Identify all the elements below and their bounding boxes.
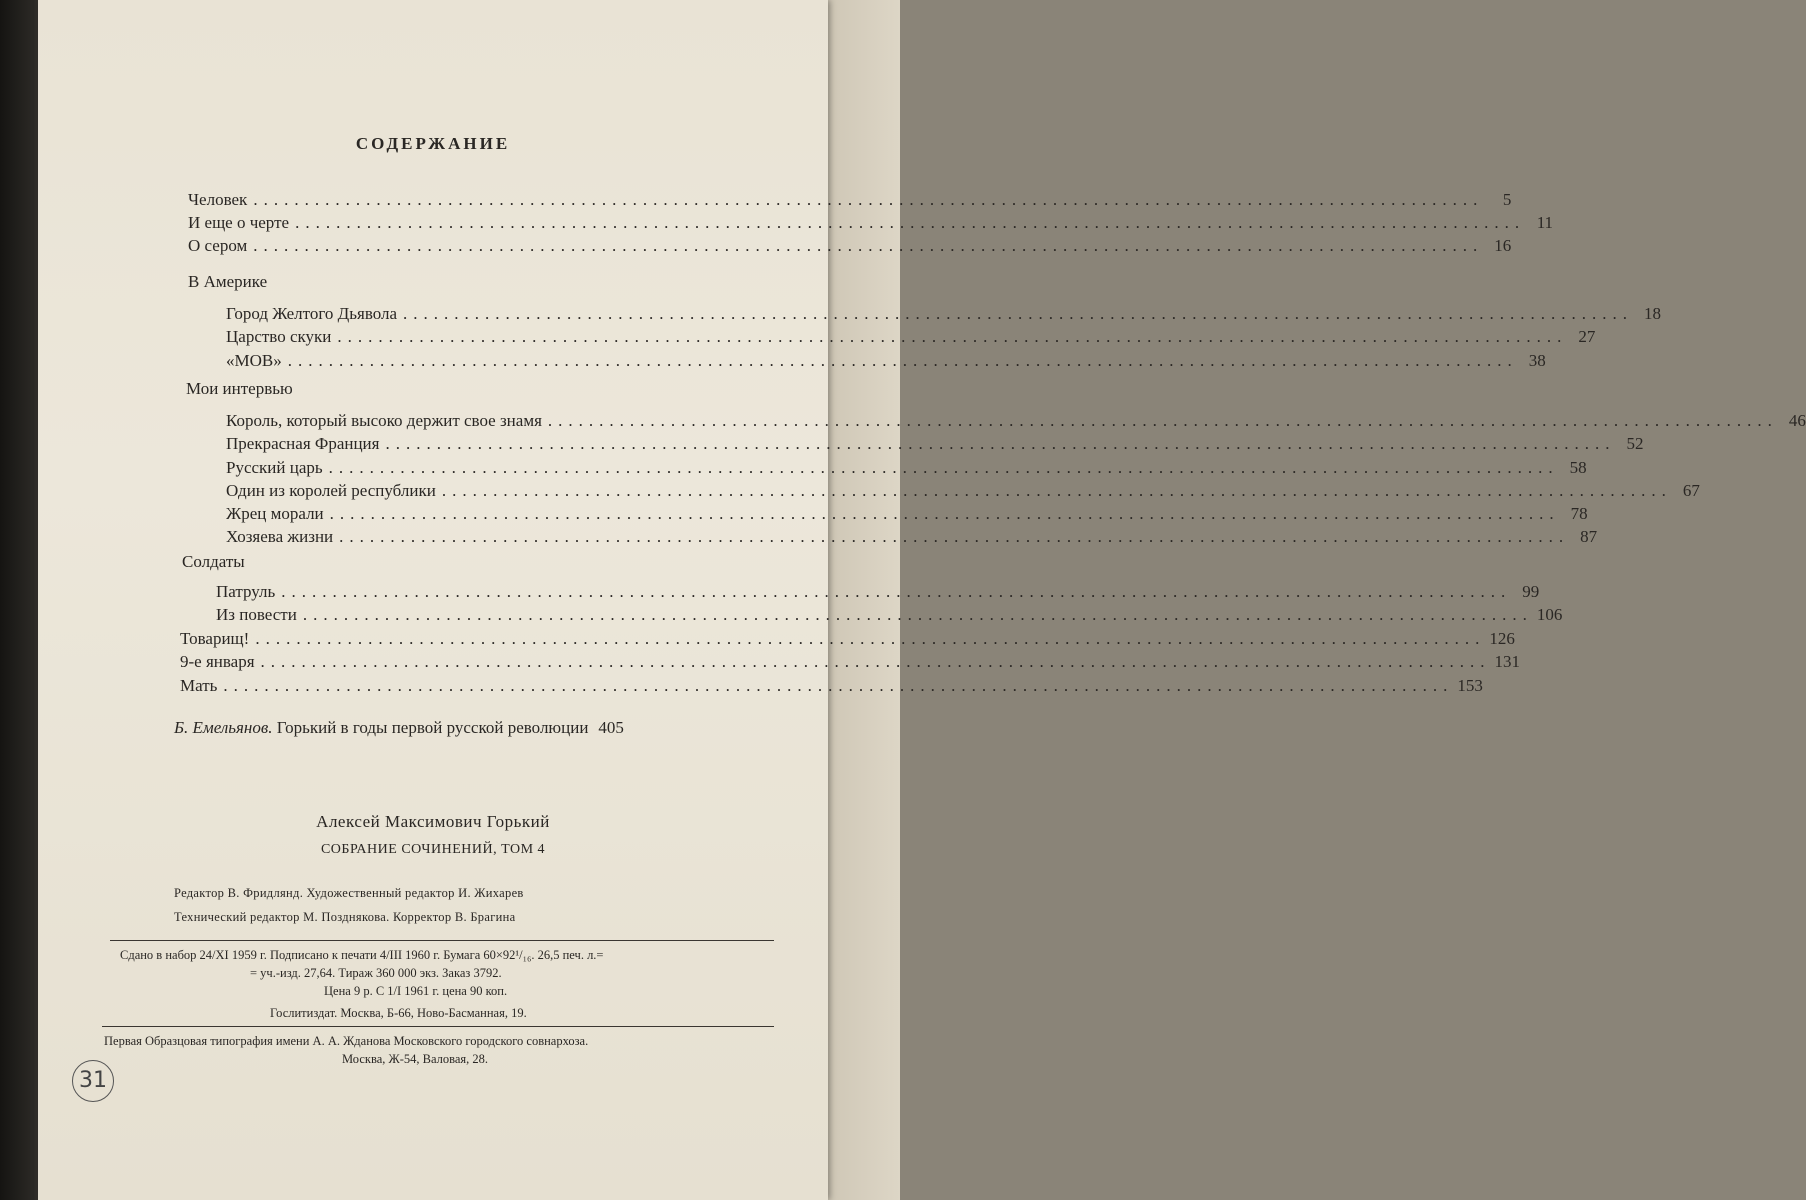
print-info-3: Цена 9 р. С 1/I 1961 г. цена 90 коп. [324,984,508,998]
dot-leader: ........................................................................................................................ [328,458,1559,477]
table-of-contents [38,0,1806,760]
toc-entry [180,627,1515,651]
book-page [38,0,1806,1200]
toc-entry [226,456,1587,480]
toc-entry [226,409,1806,433]
toc-entry-page: 18 [1644,304,1662,323]
essay-title: Горький в годы первой русской революции [276,718,589,737]
divider-rule-1 [110,940,774,941]
toc-entry-title: Один из королей республики [226,481,436,500]
toc-entry [226,349,1546,373]
dot-leader: ........................................................................................................................ [329,504,1560,523]
colophon-author: Алексей Максимович Горький [316,812,550,831]
colophon-editors-2: Технический редактор М. Позднякова. Корректор В. Брагина [174,910,516,924]
contents-heading: СОДЕРЖАНИЕ [355,134,511,153]
toc-entry-page: 78 [1570,504,1588,523]
toc-entry-title: Хозяева жизни [226,527,334,546]
dot-leader: ........................................................................................................................ [223,676,1454,695]
toc-entry-page: 27 [1578,327,1596,346]
toc-entry-title: Король, который высоко держит свое знамя [226,411,542,430]
toc-entry-title: 9-е января [180,652,255,671]
colophon-editors-1: Редактор В. Фридлянд. Художественный редактор И. Жихарев [174,886,524,900]
toc-entry [188,234,1512,258]
toc-entry [216,603,1563,627]
dot-leader: ........................................................................................................................ [385,434,1616,453]
dot-leader: ........................................................................................................................ [547,411,1778,430]
toc-entry-title: Жрец морали [226,504,324,523]
toc-entry-title: Мать [180,676,218,695]
toc-entry [180,650,1521,674]
print-info-1: Сдано в набор 24/XI 1959 г. Подписано к печати 4/III 1960 г. Бумага 60×92¹/₁₆. 26,5 печ. л.= [120,948,604,962]
toc-section-heading: Мои интервью [186,379,293,398]
dot-leader: ........................................................................................................................ [302,605,1533,624]
dot-leader: ........................................................................................................................ [281,582,1512,601]
toc-entry [226,302,1662,326]
toc-entry-page: 87 [1580,527,1598,546]
toc-entry [226,525,1598,549]
publisher-address: Гослитиздат. Москва, Б-66, Ново-Басманная, 19. [270,1006,527,1020]
colophon-book-title: СОБРАНИЕ СОЧИНЕНИЙ, ТОМ 4 [320,842,546,857]
toc-entry-title: Город Желтого Дьявола [226,304,398,323]
toc-entry-title: Царство скуки [226,327,332,346]
typography-line-2: Москва, Ж-54, Валовая, 28. [342,1052,489,1066]
toc-entry [226,432,1644,456]
dot-leader: ........................................................................................................................ [339,527,1570,546]
essay-page: 405 [598,718,624,737]
toc-entry-title: Из повести [216,605,297,624]
dot-leader: ........................................................................................................................ [260,652,1491,671]
toc-entry-page: 5 [1502,190,1512,209]
dot-leader: ........................................................................................................................ [337,327,1568,346]
toc-entry [226,479,1700,503]
toc-entry-page: 38 [1528,351,1546,370]
print-info-2: = уч.-изд. 27,64. Тираж 360 000 экз. Заказ 3792. [250,966,502,980]
toc-entry-title: И еще о черте [188,213,290,232]
essay-author: Б. Емельянов. [174,718,273,737]
toc-entry-page: 58 [1569,458,1587,477]
dot-leader: ........................................................................................................................ [255,629,1486,648]
toc-entry-page: 11 [1536,213,1554,232]
toc-entry-page: 52 [1626,434,1644,453]
essay-label [174,716,594,740]
toc-entry-title: Человек [188,190,248,209]
toc-entry [226,502,1588,526]
dot-leader: ........................................................................................................................ [441,481,1672,500]
divider-rule-2 [102,1026,774,1027]
toc-entry-essay [174,716,722,740]
toc-entry [226,325,1596,349]
toc-entry-page: 16 [1494,236,1512,255]
toc-entry-title: «МОВ» [226,351,282,370]
toc-entry-title: Товарищ! [180,629,250,648]
dot-leader: ........................................................................................................................ [253,236,1484,255]
dot-leader: ........................................................................................................................ [253,190,1484,209]
toc-entry [188,188,1512,212]
toc-entry-title: Патруль [216,582,276,601]
toc-entry-title: О сером [188,236,248,255]
handwritten-number-stamp: 31 [72,1060,114,1102]
toc-entry-page: 99 [1522,582,1540,601]
toc-section-heading: В Америке [188,272,268,291]
toc-entry-page: 46 [1788,411,1806,430]
toc-entry [180,674,1483,698]
toc-entry-page: 131 [1494,652,1521,671]
toc-entry [216,580,1540,604]
toc-entry-page: 126 [1489,629,1515,648]
toc-entry-page: 67 [1682,481,1700,500]
toc-entry-page: 106 [1536,605,1563,624]
typography-line-1: Первая Образцовая типография имени А. А. Жданова Московского городского совнархоза. [104,1034,589,1048]
toc-section-heading: Солдаты [182,552,245,571]
toc-entry-page: 153 [1457,676,1483,695]
dot-leader: ........................................................................................................................ [403,304,1634,323]
dot-leader: ........................................................................................................................ [287,351,1518,370]
toc-entry-title: Прекрасная Франция [226,434,380,453]
toc-entry [188,211,1554,235]
toc-entry-title: Русский царь [226,458,323,477]
dot-leader: ........................................................................................................................ [295,213,1526,232]
